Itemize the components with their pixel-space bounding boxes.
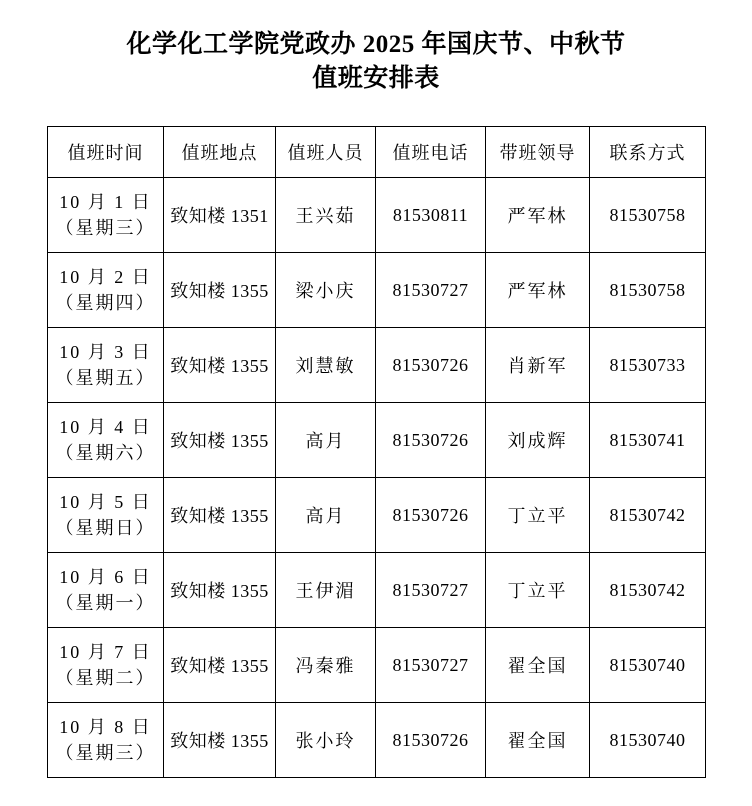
cell-contact: 81530740 xyxy=(590,703,706,778)
cell-duty-place: 致知楼 1355 xyxy=(164,253,276,328)
table-header-row xyxy=(48,127,706,178)
cell-duty-leader: 肖新军 xyxy=(486,328,590,403)
cell-duty-phone: 81530726 xyxy=(376,328,486,403)
cell-duty-person: 刘慧敏 xyxy=(276,328,376,403)
table-row xyxy=(48,403,706,478)
cell-contact: 81530741 xyxy=(590,403,706,478)
cell-duty-person: 张小玲 xyxy=(276,703,376,778)
table-row xyxy=(48,553,706,628)
cell-contact: 81530742 xyxy=(590,478,706,553)
duty-date: 10 月 4 日 xyxy=(59,417,152,437)
duty-date: 10 月 2 日 xyxy=(59,267,152,287)
table-header xyxy=(48,127,706,178)
table-row xyxy=(48,328,706,403)
cell-duty-place: 致知楼 1351 xyxy=(164,178,276,253)
table-row xyxy=(48,178,706,253)
cell-duty-phone: 81530811 xyxy=(376,178,486,253)
duty-weekday: （星期五） xyxy=(55,368,156,388)
cell-duty-phone: 81530726 xyxy=(376,478,486,553)
cell-duty-leader: 翟全国 xyxy=(486,703,590,778)
table-row xyxy=(48,703,706,778)
cell-duty-place: 致知楼 1355 xyxy=(164,478,276,553)
column-header-duty-person: 值班人员 xyxy=(276,127,376,178)
cell-duty-phone: 81530727 xyxy=(376,253,486,328)
column-header-contact: 联系方式 xyxy=(590,127,706,178)
duty-weekday: （星期三） xyxy=(55,218,156,238)
cell-duty-time xyxy=(48,253,164,328)
duty-date: 10 月 1 日 xyxy=(59,192,152,212)
duty-date: 10 月 3 日 xyxy=(59,342,152,362)
duty-weekday: （星期一） xyxy=(55,593,156,613)
cell-duty-phone: 81530726 xyxy=(376,703,486,778)
cell-duty-leader: 丁立平 xyxy=(486,553,590,628)
cell-duty-place: 致知楼 1355 xyxy=(164,403,276,478)
column-header-duty-leader: 带班领导 xyxy=(486,127,590,178)
cell-duty-time xyxy=(48,628,164,703)
cell-contact: 81530733 xyxy=(590,328,706,403)
column-header-duty-place: 值班地点 xyxy=(164,127,276,178)
cell-duty-place: 致知楼 1355 xyxy=(164,328,276,403)
cell-duty-place: 致知楼 1355 xyxy=(164,628,276,703)
cell-duty-leader: 严军林 xyxy=(486,253,590,328)
cell-duty-time xyxy=(48,328,164,403)
cell-duty-person: 高月 xyxy=(276,478,376,553)
page-title-line-2: 值班安排表 xyxy=(312,65,440,92)
table-row xyxy=(48,628,706,703)
cell-duty-leader: 刘成辉 xyxy=(486,403,590,478)
cell-duty-time xyxy=(48,478,164,553)
cell-duty-person: 王伊湄 xyxy=(276,553,376,628)
duty-weekday: （星期六） xyxy=(55,443,156,463)
duty-date: 10 月 5 日 xyxy=(59,492,152,512)
cell-duty-person: 冯秦雅 xyxy=(276,628,376,703)
duty-weekday: （星期日） xyxy=(55,518,156,538)
cell-duty-phone: 81530727 xyxy=(376,553,486,628)
duty-date: 10 月 6 日 xyxy=(59,567,152,587)
cell-contact: 81530758 xyxy=(590,253,706,328)
cell-duty-phone: 81530727 xyxy=(376,628,486,703)
cell-duty-phone: 81530726 xyxy=(376,403,486,478)
table-row xyxy=(48,253,706,328)
page-title-line-1: 化学化工学院党政办 2025 年国庆节、中秋节 xyxy=(126,31,626,58)
cell-duty-time xyxy=(48,553,164,628)
cell-duty-place: 致知楼 1355 xyxy=(164,553,276,628)
table-body xyxy=(48,178,706,778)
cell-duty-person: 梁小庆 xyxy=(276,253,376,328)
cell-duty-time xyxy=(48,403,164,478)
cell-duty-person: 王兴茹 xyxy=(276,178,376,253)
column-header-duty-phone: 值班电话 xyxy=(376,127,486,178)
duty-weekday: （星期四） xyxy=(55,293,156,313)
duty-date: 10 月 8 日 xyxy=(59,717,152,737)
cell-duty-person: 高月 xyxy=(276,403,376,478)
table-row xyxy=(48,478,706,553)
cell-duty-leader: 严军林 xyxy=(486,178,590,253)
cell-duty-leader: 丁立平 xyxy=(486,478,590,553)
cell-duty-leader: 翟全国 xyxy=(486,628,590,703)
cell-duty-time xyxy=(48,178,164,253)
duty-weekday: （星期二） xyxy=(55,668,156,688)
column-header-duty-time: 值班时间 xyxy=(48,127,164,178)
duty-weekday: （星期三） xyxy=(55,743,156,763)
cell-duty-time xyxy=(48,703,164,778)
cell-contact: 81530740 xyxy=(590,628,706,703)
duty-table-container xyxy=(0,126,752,778)
duty-date: 10 月 7 日 xyxy=(59,642,152,662)
cell-contact: 81530758 xyxy=(590,178,706,253)
duty-schedule-table xyxy=(47,126,706,778)
page-title xyxy=(0,0,752,96)
cell-contact: 81530742 xyxy=(590,553,706,628)
cell-duty-place: 致知楼 1355 xyxy=(164,703,276,778)
